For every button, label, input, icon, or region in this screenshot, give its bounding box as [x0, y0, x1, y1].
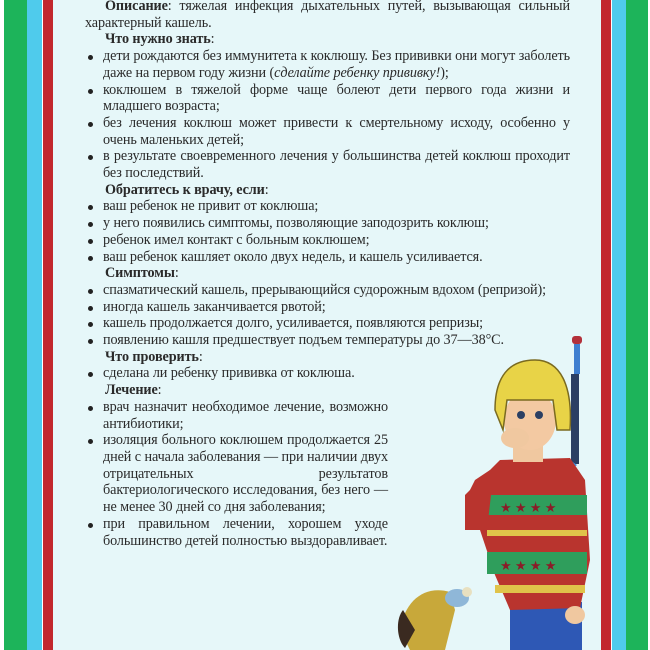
list-item: без лечения коклюш может привести к смертельному исходу, особенно у очень маленьких детей;: [85, 115, 570, 148]
section-heading-doctor: Обратитесь к врачу, если:: [105, 181, 269, 198]
right-green-stripe: [626, 0, 648, 650]
doctor-list: [85, 198, 570, 265]
know-list: [85, 48, 570, 182]
list-item: при правильном лечении, хорошем уходе большинство детей полностью выздоравливает.: [85, 516, 388, 549]
list-item: иногда кашель заканчивается рвотой;: [85, 299, 570, 316]
coughing-boy-illustration: [395, 330, 605, 650]
section-heading-check: Что проверить:: [105, 348, 203, 365]
list-item: сделана ли ребенку прививка от коклюша.: [85, 365, 570, 382]
list-item: ваш ребенок не привит от коклюша;: [85, 198, 570, 215]
list-item: в результате своевременного лечения у большинства детей коклюш проходит без последствий.: [85, 148, 570, 181]
list-item: у него появились симптомы, позволяющие заподозрить коклюш;: [85, 215, 570, 232]
svg-text:★ ★ ★ ★: ★ ★ ★ ★: [500, 500, 557, 515]
hand-over-mouth: [501, 428, 529, 448]
list-item: коклюшем в тяжелой форме чаще болеют дети первого года жизни и младшего возраста;: [85, 82, 570, 115]
description-label: Описание: [105, 0, 168, 14]
description-text: : тяжелая инфекция дыхательных путей, вызывающая сильный характерный кашель.: [85, 0, 570, 31]
left-red-stripe: [43, 0, 53, 650]
list-item: ребенок имел контакт с больным коклюшем;: [85, 232, 570, 249]
section-heading-symptoms: Симптомы:: [105, 265, 179, 282]
right-cyan-stripe: [612, 0, 626, 650]
list-item: спазматический кашель, прерывающийся судорожным вдохом (репризой);: [85, 282, 570, 299]
description-paragraph: [85, 0, 570, 31]
left-cyan-stripe: [27, 0, 42, 650]
list-item: кашель продолжается долго, усиливается, появляются репризы;: [85, 315, 570, 332]
left-green-stripe: [4, 0, 27, 650]
svg-text:★ ★ ★ ★: ★ ★ ★ ★: [500, 558, 557, 573]
section-heading-treatment: Лечение:: [105, 382, 162, 399]
list-item: изоляция больного коклюшем продолжается 25 дней с начала заболевания — при наличии двух отрицательных результатов бактериологического исследования, без него — не менее 30 дней со дня заболевания;: [85, 432, 388, 516]
list-item: ваш ребенок кашляет около двух недель, и кашель усиливается.: [85, 249, 570, 266]
list-item: появлению кашля предшествует подъем температуры до 37—38°С.: [85, 332, 570, 349]
dog-icon: [398, 587, 472, 650]
section-heading-know: Что нужно знать:: [105, 31, 215, 48]
list-item: дети рождаются без иммунитета к коклюшу. Без прививки они могут заболеть даже на первом году жизни (сделайте ребенку прививку!);: [85, 48, 570, 81]
list-item: врач назначит необходимое лечение, возможно антибиотики;: [85, 399, 388, 432]
